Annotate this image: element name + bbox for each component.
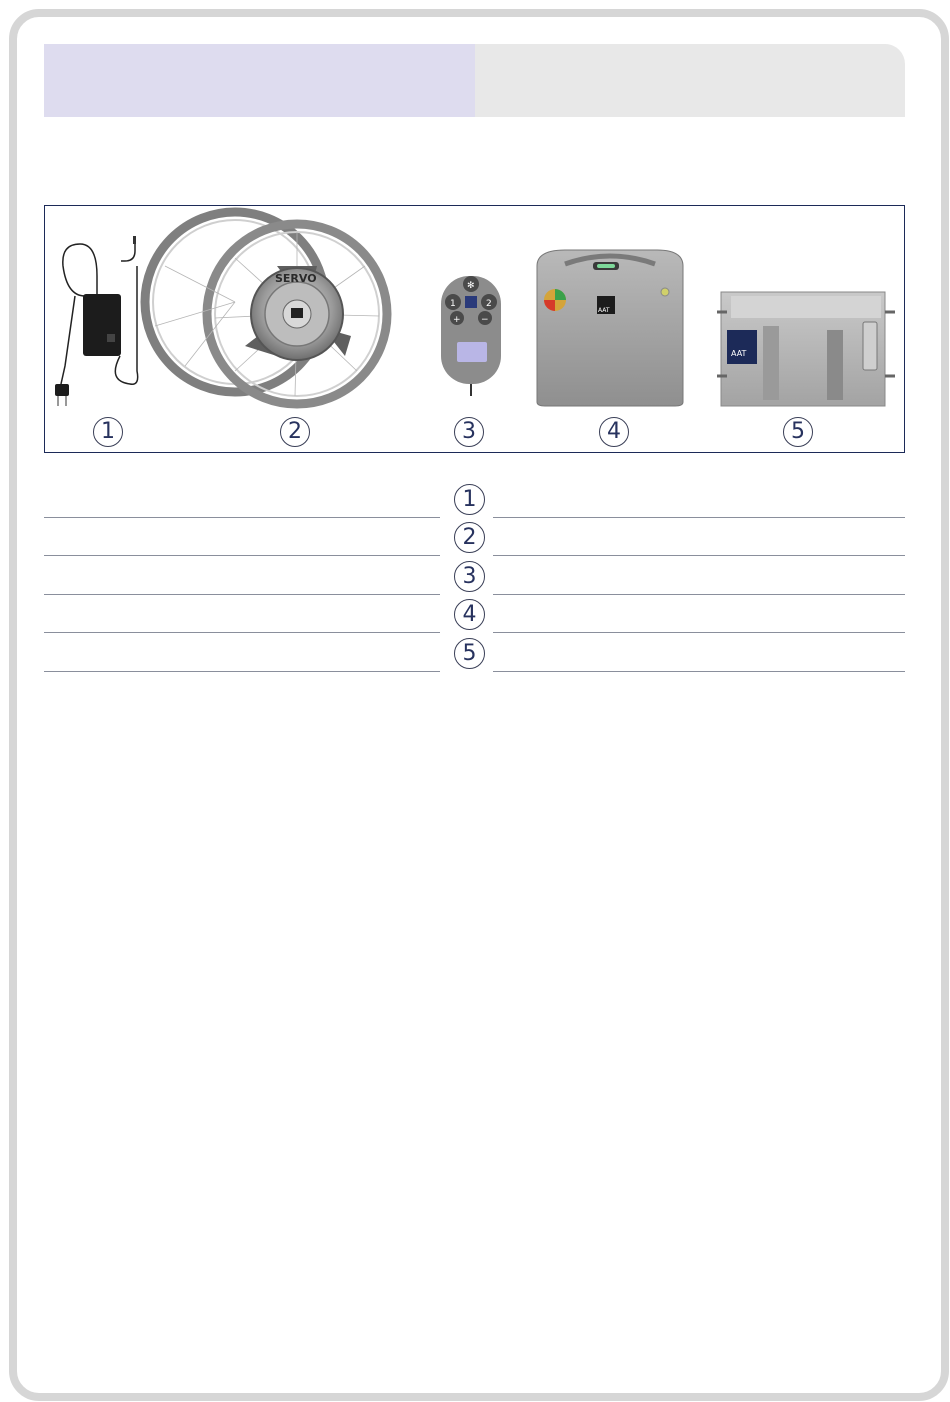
legend-number-1: 1 (454, 484, 485, 515)
legend-line-right-5 (493, 671, 905, 672)
legend-line-right-4 (493, 632, 905, 633)
legend-row-2 (44, 518, 905, 556)
header-right-title (475, 44, 905, 117)
header-left-title (44, 44, 475, 117)
legend-line-right-2 (493, 555, 905, 556)
hand-control-right-key: 2 (486, 299, 492, 309)
wheel-brand-label: SERVO (275, 272, 317, 285)
legend-row-1 (44, 480, 905, 518)
legend-row-5 (44, 634, 905, 672)
battery-mount-logo: AAT (731, 349, 747, 358)
legend-label-2 (44, 555, 440, 556)
hand-control-icon (441, 276, 501, 396)
product-number-1: 1 (93, 417, 123, 447)
hand-control-plus-key: + (453, 315, 461, 325)
header-band (44, 44, 905, 117)
legend-label-5 (44, 671, 440, 672)
legend-number-3: 3 (454, 561, 485, 592)
product-number-4: 4 (599, 417, 629, 447)
product-panel (44, 205, 905, 453)
battery-pack-icon (537, 250, 683, 406)
product-number-5: 5 (783, 417, 813, 447)
legend-number-2: 2 (454, 522, 485, 553)
servo-wheels-icon (145, 212, 387, 404)
battery-mount-icon (717, 292, 895, 406)
legend-label-4 (44, 632, 440, 633)
legend-number-5: 5 (454, 638, 485, 669)
hand-control-top-key: ✻ (467, 281, 475, 291)
legend-number-4: 4 (454, 599, 485, 630)
legend-row-4 (44, 595, 905, 633)
battery-pack-logo: AAT (598, 307, 610, 314)
product-number-2: 2 (280, 417, 310, 447)
legend-row-3 (44, 557, 905, 595)
hand-control-left-key: 1 (450, 299, 456, 309)
hand-control-minus-key: − (481, 315, 489, 325)
charger-icon (55, 236, 138, 406)
product-number-3: 3 (454, 417, 484, 447)
